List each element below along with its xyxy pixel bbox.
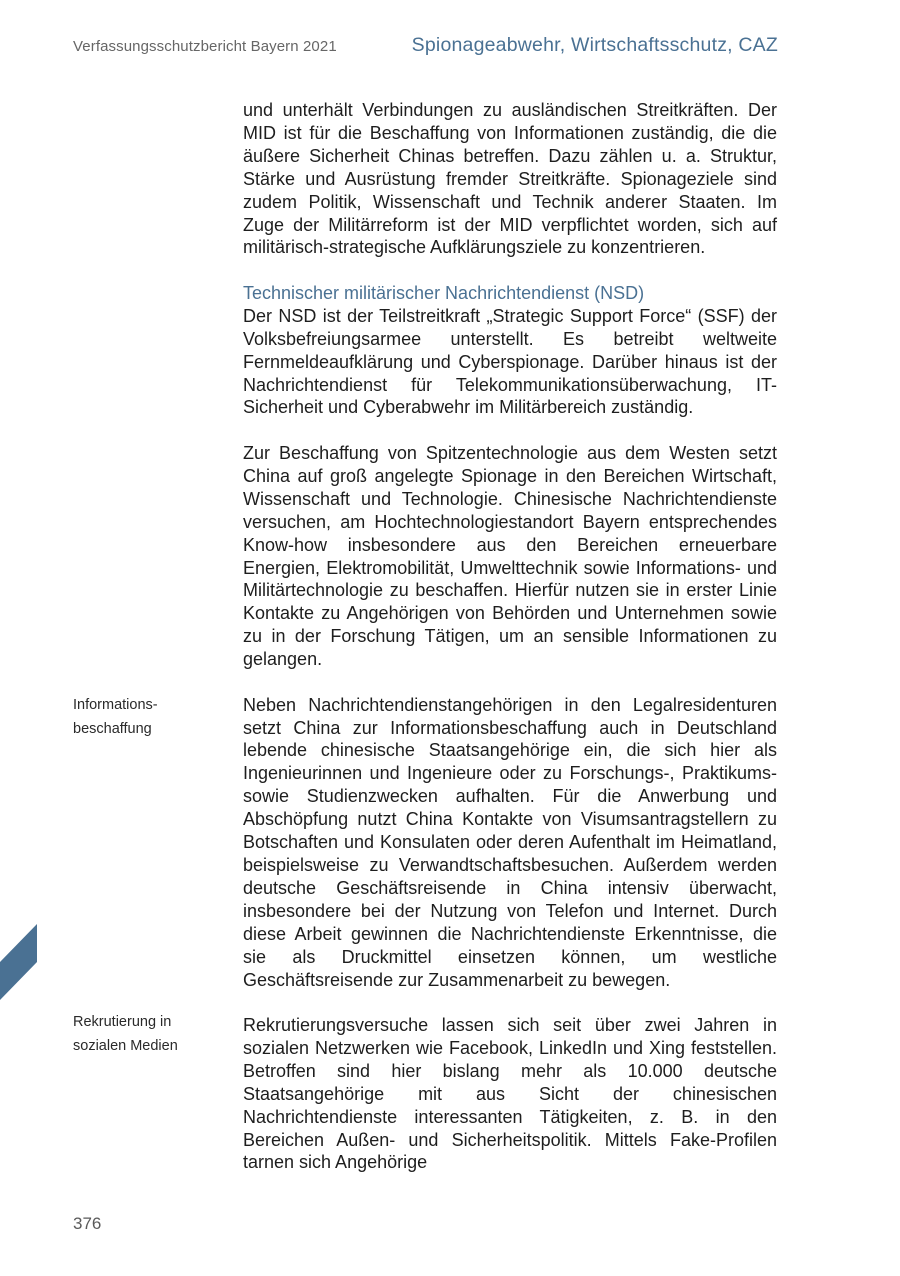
paragraph-informationsbeschaffung: Neben Nachrichtendienstangehörigen in den Legalresidenturen setzt China zur Informationsbeschaffung auch in Deutschland lebende chinesische Staatsangehörige ein, die sich hier als Ingenieurinnen und Ingenieure oder zu Forschungs-, Praktikums- sowie Studienzwecken aufhalten. Für die Anwerbung und Abschöpfung nutzt China Kontakte von Visumsantragstellern zu Botschaften und Konsulaten oder deren Aufenthalt im Heimatland, beispielsweise zu Verwandtschaftsbesuchen. Außerdem werden deutsche Geschäftsreisende in China intensiv überwacht, insbesondere bei der Nutzung von Telefon und Internet. Durch diese Arbeit gewinnen die Nachrichtendienste Erkenntnisse, die sie als Druckmittel einsetzen können, um westliche Geschäftsreisende zur Zusammenarbeit zu bewegen. [243, 694, 777, 990]
margin-note-informationsbeschaffung [73, 694, 223, 741]
margin-note-line: Rekrutierung in [73, 1014, 172, 1030]
chapter-side-tab [0, 924, 37, 1000]
margin-note-line: sozialen Medien [73, 1037, 178, 1054]
paragraph-mid: und unterhält Verbindungen zu ausländischen Streitkräften. Der MID ist für die Beschaffung von Informationen zuständig, die die äußere Sicherheit Chinas betreffen. Dazu zählen u. a. Struktur, Stärke und Ausrüstung fremder Streitkräfte. Spionageziele sind zudem Politik, Wissenschaft und Technik anderer Staaten. Im Zuge der Militärreform ist der MID verpflichtet worden, sich auf militärisch-strategische Aufklärungsziele zu konzentrieren. [243, 100, 777, 258]
section-heading-nsd: Technischer militärischer Nachrichtendienst (NSD) [243, 282, 645, 303]
page-number: 376 [73, 1214, 102, 1233]
main-text-column [243, 99, 777, 1174]
margin-note-line: Informations- [73, 697, 158, 713]
margin-note-line: beschaffung [73, 720, 152, 737]
margin-note-rekrutierung [73, 1011, 223, 1058]
paragraph-rekrutierung: Rekrutierungsversuche lassen sich seit über zwei Jahren in sozialen Netzwerken wie Facebook, LinkedIn und Xing feststellen. Betroffen sind hier bislang mehr als 10.000 deutsche Staatsangehörige mit aus Sicht der chinesischen Nachrichtendienste interessanten Tätigkeiten, z. B. in den Bereichen Außen- und Sicherheitspolitik. Mittels Fake-Profilen tarnen sich Angehörige [243, 1015, 777, 1173]
paragraph-nsd: Der NSD ist der Teilstreitkraft „Strategic Support Force“ (SSF) der Volksbefreiungsarmee unterstellt. Es betreibt weltweite Fernmeldeaufklärung und Cyberspionage. Darüber hinaus ist der Nachrichtendienst für Telekommunikationsüberwachung, IT-Sicherheit und Cyberabwehr im Militärbereich zuständig. [243, 305, 777, 418]
running-header-title: Verfassungsschutzbericht Bayern 2021 [73, 38, 337, 55]
running-header-section: Spionageabwehr, Wirtschaftsschutz, CAZ [411, 34, 778, 56]
paragraph-technology-espionage: Zur Beschaffung von Spitzentechnologie aus dem Westen setzt China auf groß angelegte Spionage in den Bereichen Wirtschaft, Wissenschaft und Technologie. Chinesische Nachrichtendienste versuchen, am Hochtechnologiestandort Bayern entsprechendes Know-how insbesondere aus den Bereichen erneuerbare Energien, Elektromobilität, Umwelttechnik sowie Informations- und Militärtechnologie zu beschaffen. Hierfür nutzen sie in erster Linie Kontakte zu Angehörigen von Behörden und Unternehmen sowie zu in der Forschung Tätigen, um an sensible Informationen zu gelangen. [243, 442, 777, 670]
